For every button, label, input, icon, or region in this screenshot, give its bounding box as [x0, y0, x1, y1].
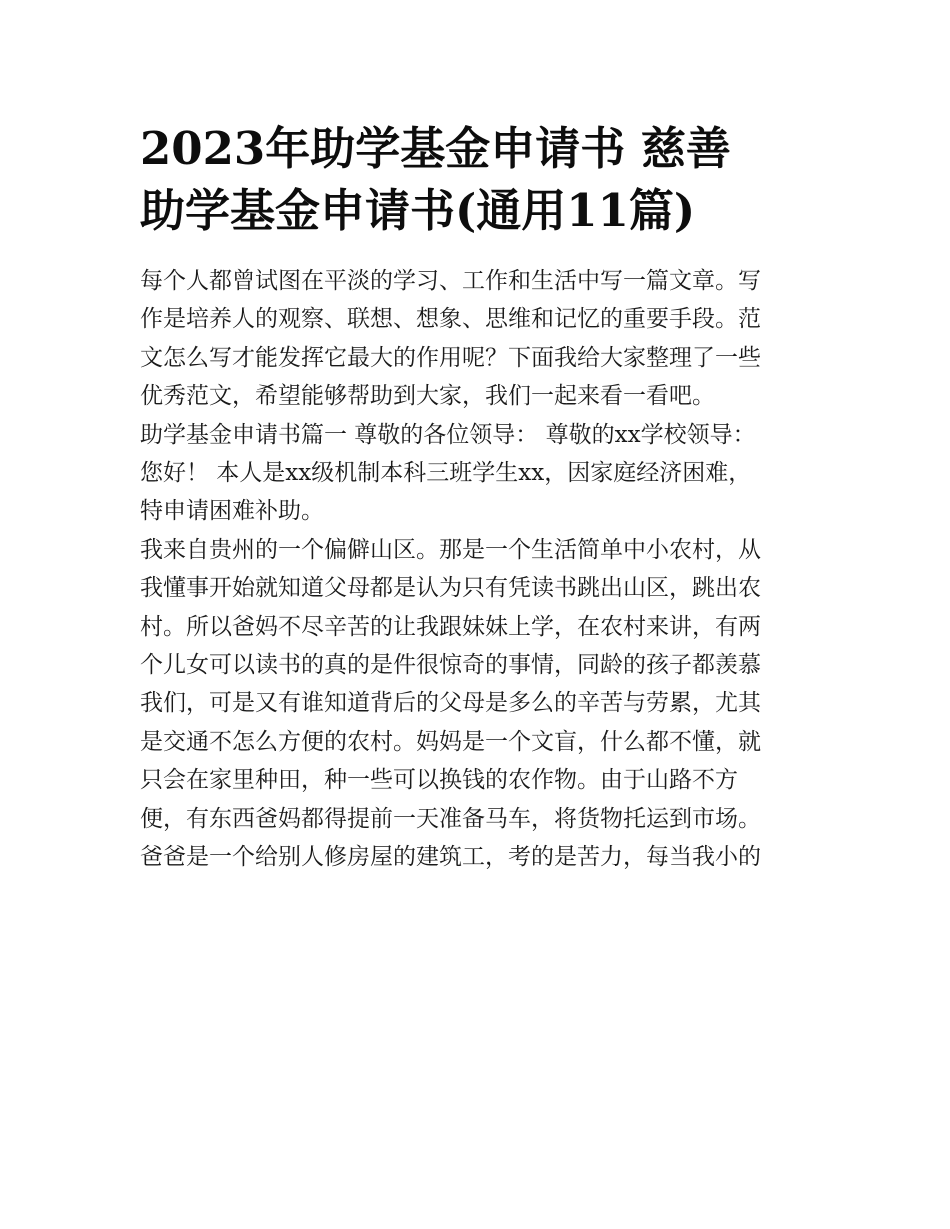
text-line: 便，有东西爸妈都得提前一天准备马车，将货物托运到市场。 [140, 805, 761, 832]
title-line: 2023年助学基金申请书 慈善 [140, 122, 731, 175]
text-line: 文怎么写才能发挥它最大的作用呢？下面我给大家整理了一些 [140, 344, 761, 371]
text-line: 作是培养人的观察、联想、想象、思维和记忆的重要手段。范 [140, 306, 761, 333]
paragraph-background [140, 531, 812, 877]
title-line: 助学基金申请书(通用11篇) [140, 184, 696, 237]
text-line: 我来自贵州的一个偏僻山区。那是一个生活简单中小农村，从 [140, 536, 761, 563]
paragraph-salutation [140, 416, 812, 531]
text-line: 特申请困难补助。 [140, 498, 324, 525]
text-line: 我懂事开始就知道父母都是认为只有凭读书跳出山区，跳出农 [140, 575, 761, 602]
text-line: 您好！ 本人是xx级机制本科三班学生xx，因家庭经济困难， [140, 460, 752, 487]
text-line: 是交通不怎么方便的农村。妈妈是一个文盲，什么都不懂，就 [140, 728, 761, 755]
text-line: 只会在家里种田，种一些可以换钱的农作物。由于山路不方 [140, 767, 738, 794]
document-body [140, 262, 812, 877]
paragraph-intro [140, 262, 812, 416]
text-line: 每个人都曾试图在平淡的学习、工作和生活中写一篇文章。写 [140, 268, 761, 294]
text-line: 助学基金申请书篇一 尊敬的各位领导： 尊敬的xx学校领导： [140, 421, 756, 448]
document-page [140, 118, 812, 877]
text-line: 我们，可是又有谁知道背后的父母是多么的辛苦与劳累，尤其 [140, 690, 761, 717]
text-line: 村。所以爸妈不尽辛苦的让我跟妹妹上学，在农村来讲，有两 [140, 613, 761, 640]
text-line: 个儿女可以读书的真的是件很惊奇的事情，同龄的孩子都羡慕 [140, 652, 761, 679]
text-line: 爸爸是一个给别人修房屋的建筑工，考的是苦力，每当我小的 [140, 844, 761, 871]
document-title [140, 118, 812, 242]
text-line: 优秀范文，希望能够帮助到大家，我们一起来看一看吧。 [140, 383, 715, 410]
